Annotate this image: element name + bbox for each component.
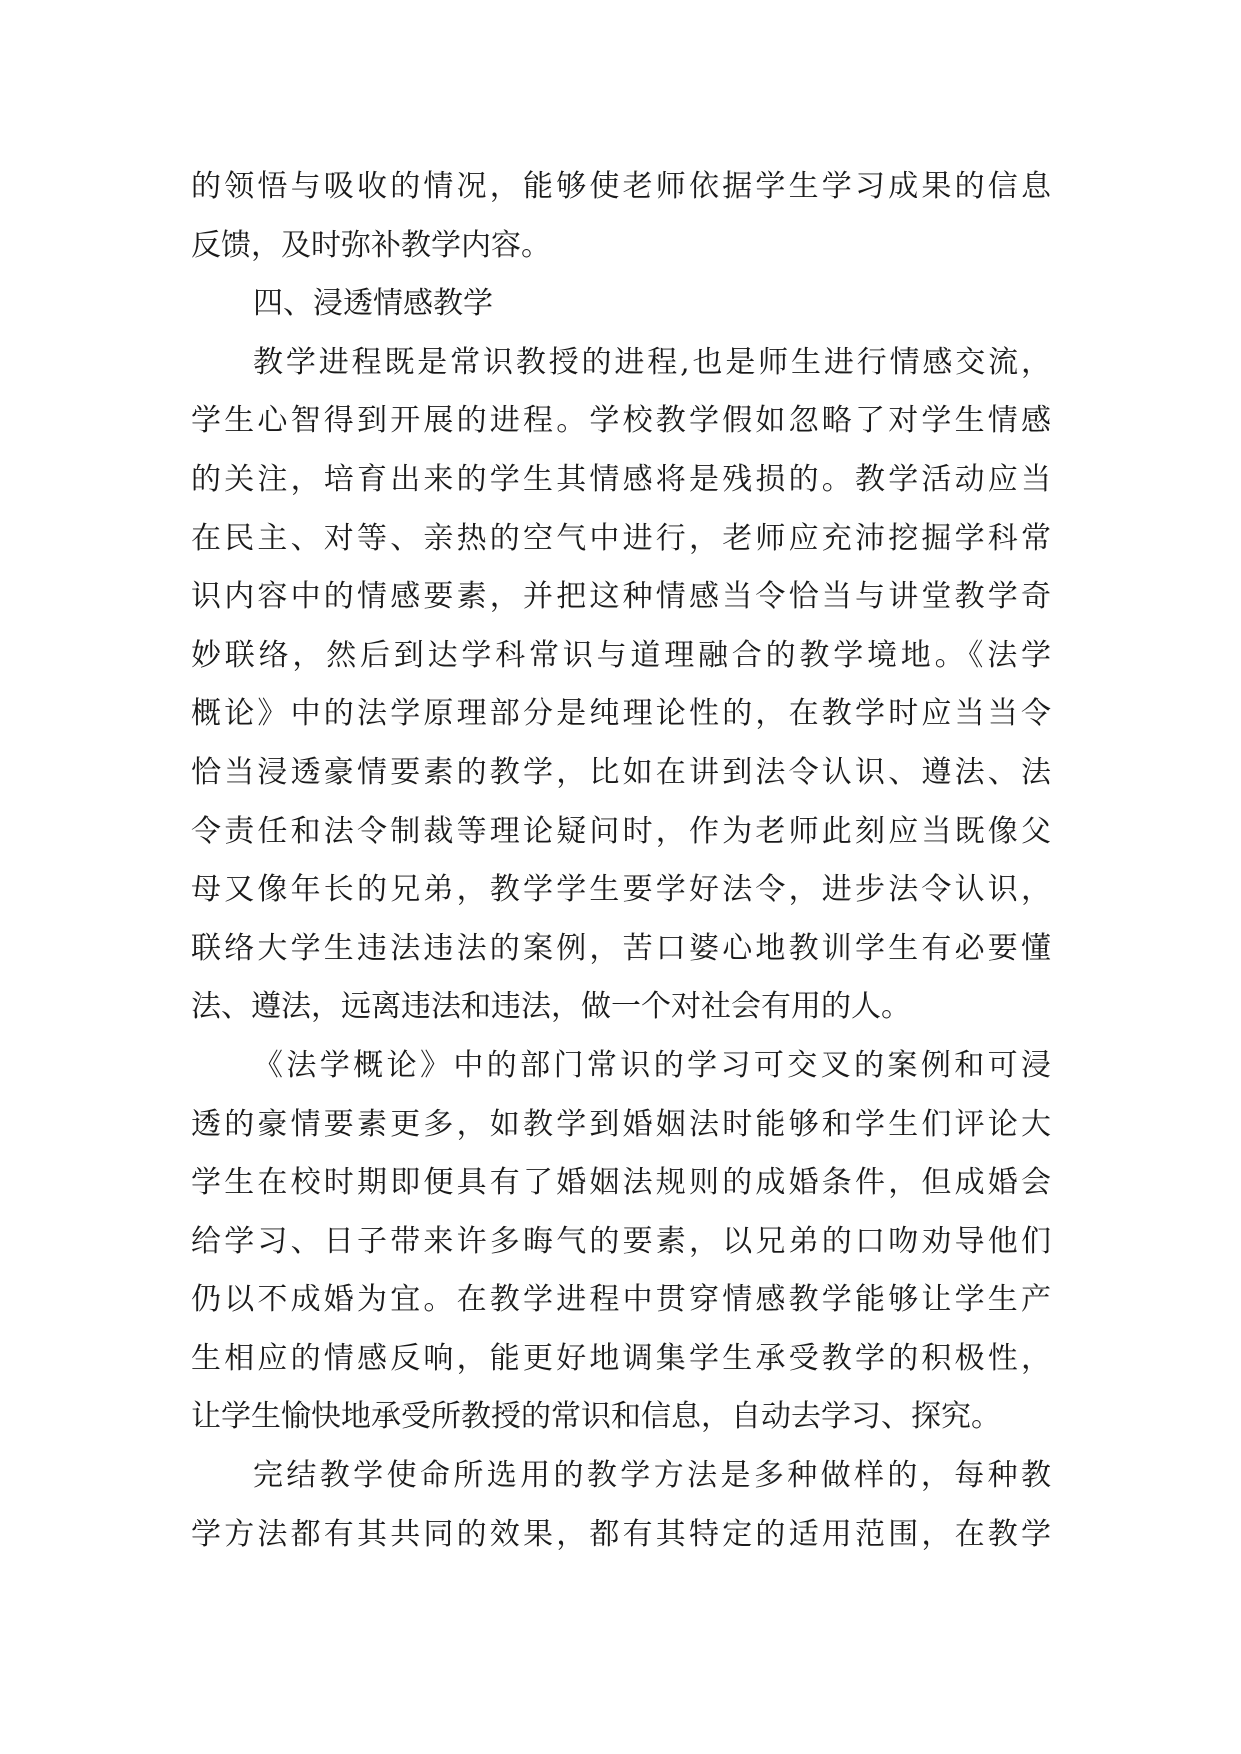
text-line: 给学习、日子带来许多晦气的要素，以兄弟的口吻劝导他们 [191, 1223, 1051, 1259]
text-line: 识内容中的情感要素，并把这种情感当令恰当与讲堂教学奇 [191, 579, 1051, 615]
text-line: 概论》中的法学原理部分是纯理论性的，在教学时应当当令 [191, 696, 1051, 732]
text-line: 教学进程既是常识教授的进程,也是师生进行情感交流， [253, 344, 1051, 380]
text-line: 《法学概论》中的部门常识的学习可交叉的案例和可浸 [253, 1047, 1051, 1083]
text-line: 学生在校时期即便具有了婚姻法规则的成婚条件，但成婚会 [191, 1165, 1051, 1201]
paragraph-law-overview [191, 1037, 1051, 1447]
paragraph-emotion-teaching [191, 334, 1051, 1037]
text-line: 令责任和法令制裁等理论疑问时，作为老师此刻应当既像父 [191, 813, 1051, 849]
text-line: 学方法都有其共同的效果，都有其特定的适用范围，在教学 [191, 1516, 1051, 1552]
text-line: 妙联络，然后到达学科常识与道理融合的教学境地。《法学 [191, 637, 1051, 673]
section-heading [191, 275, 1051, 334]
text-line: 联络大学生违法违法的案例，苦口婆心地教训学生有必要懂 [191, 930, 1051, 966]
text-line: 反馈，及时弥补教学内容。 [191, 227, 551, 263]
text-line: 恰当浸透豪情要素的教学，比如在讲到法令认识、遵法、法 [191, 754, 1051, 790]
text-line: 仍以不成婚为宜。在教学进程中贯穿情感教学能够让学生产 [191, 1282, 1051, 1318]
text-line: 在民主、对等、亲热的空气中进行，老师应充沛挖掘学科常 [191, 520, 1051, 556]
text-line: 法、遵法，远离违法和违法，做一个对社会有用的人。 [191, 989, 911, 1025]
text-line: 学生心智得到开展的进程。学校教学假如忽略了对学生情感 [191, 403, 1051, 439]
text-line: 母又像年长的兄弟，教学学生要学好法令，进步法令认识， [191, 872, 1051, 908]
text-line: 的领悟与吸收的情况，能够使老师依据学生学习成果的信息 [191, 169, 1051, 204]
paragraph-continued [191, 158, 1051, 275]
body-text [191, 158, 1051, 1564]
text-line: 透的豪情要素更多，如教学到婚姻法时能够和学生们评论大 [191, 1106, 1051, 1142]
paragraph-teaching-methods [191, 1447, 1051, 1564]
text-line: 生相应的情感反响，能更好地调集学生承受教学的积极性， [191, 1340, 1051, 1376]
text-line: 完结教学使命所选用的教学方法是多种做样的，每种教 [253, 1458, 1051, 1494]
heading-text: 四、浸透情感教学 [253, 286, 493, 322]
text-line: 让学生愉快地承受所教授的常识和信息，自动去学习、探究。 [191, 1399, 1001, 1435]
text-line: 的关注，培育出来的学生其情感将是残损的。教学活动应当 [191, 461, 1051, 497]
